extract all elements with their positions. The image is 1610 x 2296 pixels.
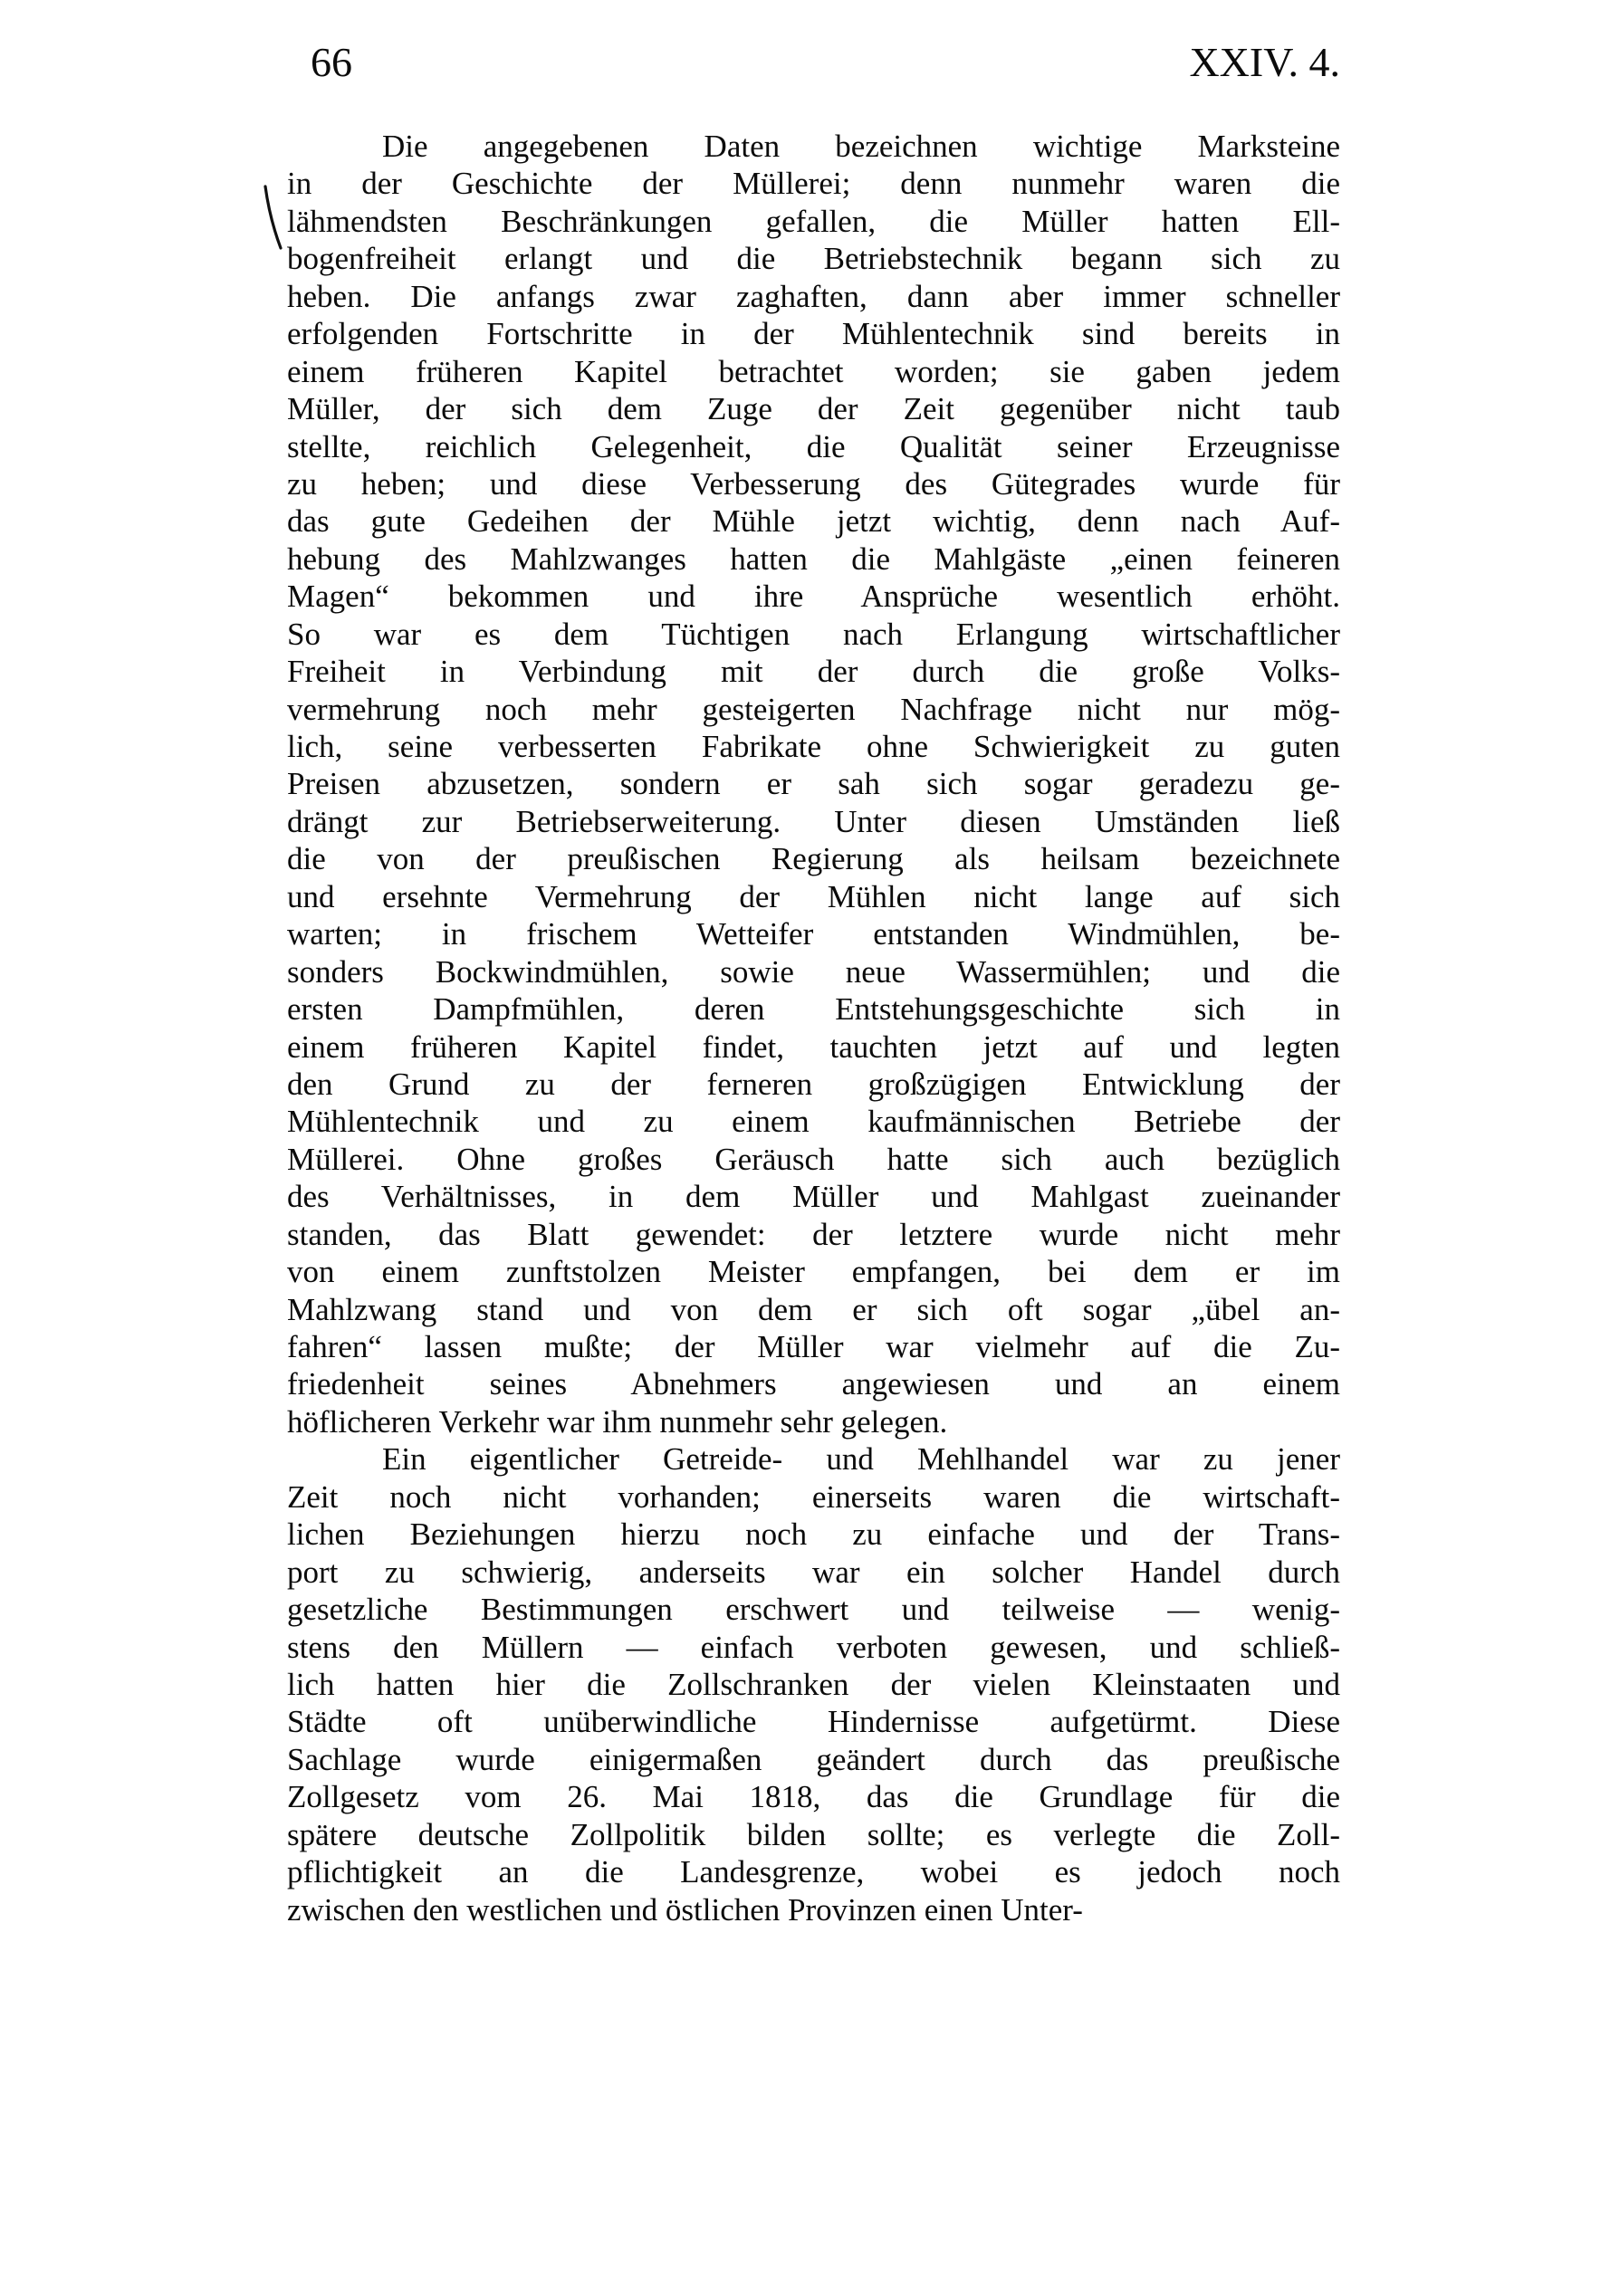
running-head xyxy=(287,39,1340,85)
text-line: einem früheren Kapitel findet, tauchten jetzt auf und legten xyxy=(287,1028,1340,1065)
text-line: ersten Dampfmühlen, deren Entstehungsgeschichte sich in xyxy=(287,991,1340,1028)
text-line: Ein eigentlicher Getreide- und Mehlhandel war zu jener xyxy=(382,1441,1340,1478)
text-line: Städte oft unüberwindliche Hindernisse aufgetürmt. Diese xyxy=(287,1704,1340,1740)
text-line: pflichtigkeit an die Landesgrenze, wobei es jedoch noch xyxy=(287,1854,1340,1890)
text-line: hebung des Mahlzwanges hatten die Mahlgäste „einen feineren xyxy=(287,541,1340,577)
text-line: sonders Bockwindmühlen, sowie neue Wassermühlen; und die xyxy=(287,953,1340,990)
text-line: einem früheren Kapitel betrachtet worden; sie gaben jedem xyxy=(287,353,1340,389)
text-line: Magen“ bekommen und ihre Ansprüche wesentlich erhöht. xyxy=(287,579,1340,615)
text-line: lichen Beziehungen hierzu noch zu einfache und der Trans- xyxy=(287,1516,1340,1553)
text-line: höflicheren Verkehr war ihm nunmehr sehr gelegen. xyxy=(287,1403,948,1440)
text-line: von einem zunftstolzen Meister empfangen, bei dem er im xyxy=(287,1254,1340,1290)
text-line: spätere deutsche Zollpolitik bilden sollte; es verlegte die Zoll- xyxy=(287,1816,1340,1852)
text-line: Müller, der sich dem Zuge der Zeit gegenüber nicht taub xyxy=(287,391,1340,427)
text-line: port zu schwierig, anderseits war ein solcher Handel durch xyxy=(287,1554,1340,1590)
text-line: drängt zur Betriebserweiterung. Unter diesen Umständen ließ xyxy=(287,803,1340,839)
text-line: des Verhältnisses, in dem Müller und Mahlgast zueinander xyxy=(287,1179,1340,1215)
text-line: die von der preußischen Regierung als heilsam bezeichnete xyxy=(287,841,1340,877)
text-line: Mühlentechnik und zu einem kaufmännischen Betriebe der xyxy=(287,1104,1340,1140)
text-line: Zollgesetz vom 26. Mai 1818, das die Grundlage für die xyxy=(287,1779,1340,1815)
text-line: Mahlzwang stand und von dem er sich oft sogar „übel an- xyxy=(287,1291,1340,1327)
handwritten-margin-stroke-annotation xyxy=(259,179,290,261)
text-line: Sachlage wurde einigermaßen geändert durch das preußische xyxy=(287,1741,1340,1777)
text-line: Zeit noch nicht vorhanden; einerseits waren die wirtschaft- xyxy=(287,1478,1340,1515)
chapter-marker: XXIV. 4. xyxy=(1189,39,1340,85)
text-line: vermehrung noch mehr gesteigerten Nachfrage nicht nur mög- xyxy=(287,691,1340,727)
page-number: 66 xyxy=(311,39,352,85)
text-line: Preisen abzusetzen, sondern er sah sich sogar geradezu ge- xyxy=(287,766,1340,802)
text-line: stellte, reichlich Gelegenheit, die Qualität seiner Erzeugnisse xyxy=(287,428,1340,464)
text-line: lich, seine verbesserten Fabrikate ohne Schwierigkeit zu guten xyxy=(287,729,1340,764)
text-line: Die angegebenen Daten bezeichnen wichtige Marksteine xyxy=(382,129,1340,164)
text-line: So war es dem Tüchtigen nach Erlangung wirtschaftlicher xyxy=(287,616,1340,652)
text-line: fahren“ lassen mußte; der Müller war vielmehr auf die Zu- xyxy=(287,1329,1340,1364)
text-line: Müllerei. Ohne großes Geräusch hatte sich auch bezüglich xyxy=(287,1141,1340,1177)
main-text-block xyxy=(287,128,1340,1928)
text-line: heben. Die anfangs zwar zaghaften, dann aber immer schneller xyxy=(287,278,1340,314)
text-line: standen, das Blatt gewendet: der letztere wurde nicht mehr xyxy=(287,1216,1340,1252)
text-line: den Grund zu der ferneren großzügigen Entwicklung der xyxy=(287,1066,1340,1102)
text-line: das gute Gedeihen der Mühle jetzt wichtig, denn nach Auf- xyxy=(287,503,1340,540)
paragraph-1 xyxy=(287,128,1340,1440)
text-line: und ersehnte Vermehrung der Mühlen nicht lange auf sich xyxy=(287,878,1340,914)
paragraph-2 xyxy=(287,1440,1340,1928)
text-line: Freiheit in Verbindung mit der durch die große Volks- xyxy=(287,654,1340,690)
text-line: in der Geschichte der Müllerei; denn nunmehr waren die xyxy=(287,166,1340,202)
text-line: stens den Müllern — einfach verboten gewesen, und schließ- xyxy=(287,1629,1340,1665)
text-line: zu heben; und diese Verbesserung des Gütegrades wurde für xyxy=(287,465,1340,502)
text-line: gesetzliche Bestimmungen erschwert und teilweise — wenig- xyxy=(287,1592,1340,1628)
text-line: friedenheit seines Abnehmers angewiesen und an einem xyxy=(287,1366,1340,1402)
text-line: lich hatten hier die Zollschranken der vielen Kleinstaaten und xyxy=(287,1666,1340,1702)
text-line: bogenfreiheit erlangt und die Betriebstechnik begann sich zu xyxy=(287,241,1340,277)
text-line: lähmendsten Beschränkungen gefallen, die Müller hatten Ell- xyxy=(287,203,1340,239)
text-line: zwischen den westlichen und östlichen Provinzen einen Unter- xyxy=(287,1891,1083,1928)
text-line: warten; in frischem Wetteifer entstanden Windmühlen, be- xyxy=(287,916,1340,952)
text-line: erfolgenden Fortschritte in der Mühlentechnik sind bereits in xyxy=(287,316,1340,352)
